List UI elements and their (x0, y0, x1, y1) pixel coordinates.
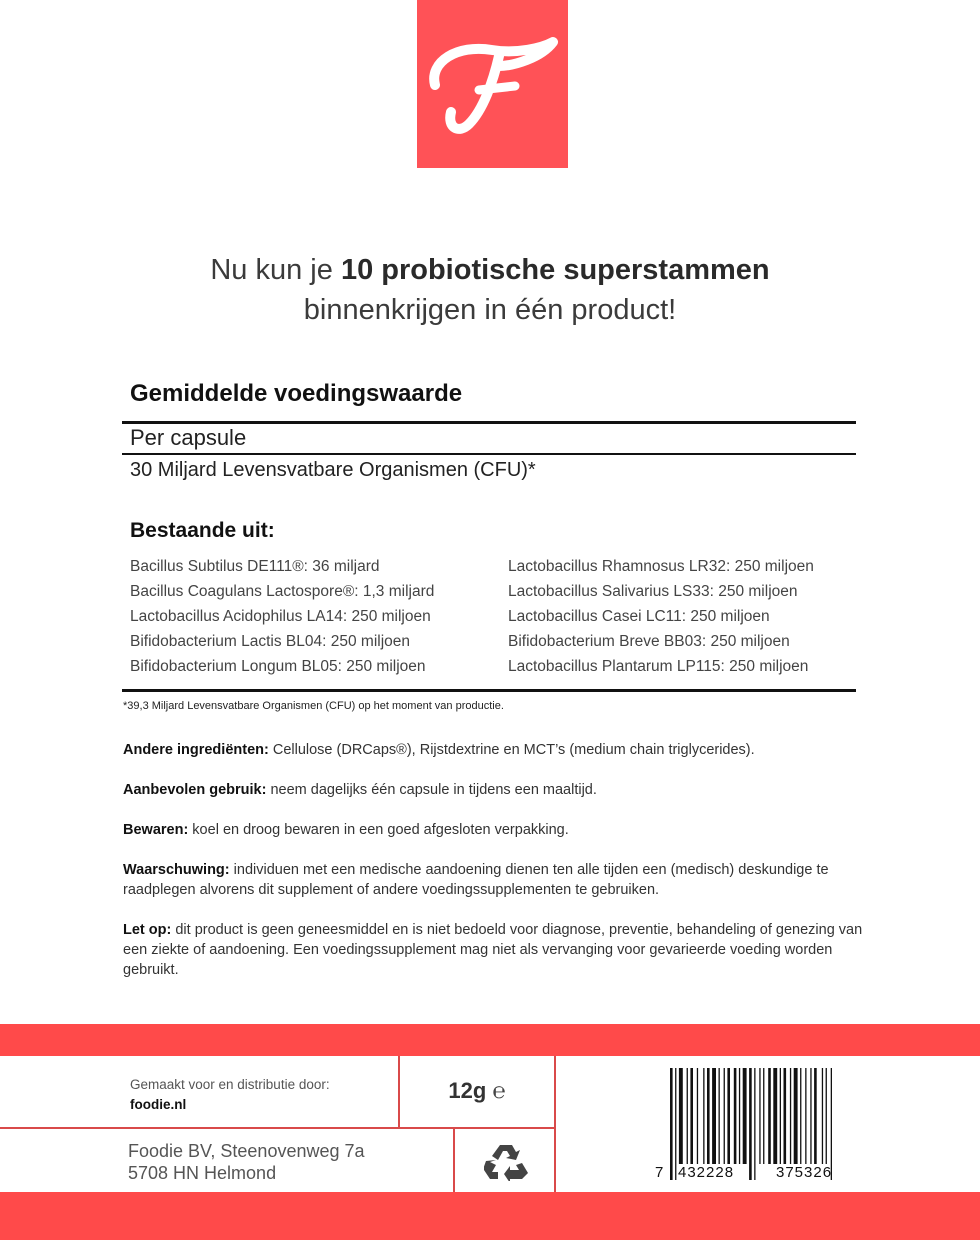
warning-text: individuen met een medische aandoening dienen ten alle tijden een (medisch) deskundige te raadplegen alvorens dit supplement of andere voedingssupplementen te gebruiken. (123, 862, 829, 898)
barcode-bar (712, 1068, 716, 1164)
weight-value: 12g (448, 1078, 487, 1103)
note-paragraph (123, 920, 863, 980)
ingredients-paragraph (123, 740, 868, 760)
barcode-bar (749, 1068, 752, 1180)
barcode-bar (734, 1068, 737, 1164)
divider (122, 421, 856, 424)
warning-paragraph (123, 860, 843, 900)
recycle-icon (484, 1143, 528, 1186)
barcode-bar (810, 1068, 811, 1164)
distributor (130, 1075, 330, 1115)
barcode-bar (826, 1068, 827, 1164)
brand-logo (417, 0, 568, 168)
barcode-bar (670, 1068, 673, 1180)
barcode-bar (719, 1068, 720, 1164)
barcode-digit-first: 7 (655, 1164, 664, 1181)
warning-label: Waarschuwing: (123, 862, 230, 878)
storage-text: koel en droog bewaren in een goed afgesloten verpakking. (188, 822, 569, 838)
list-item: Bacillus Coagulans Lactospore®: 1,3 miljard (130, 583, 435, 600)
nutrition-title: Gemiddelde voedingswaarde (130, 380, 463, 407)
usage-text: neem dagelijks één capsule in tijdens een maaltijd. (266, 782, 597, 798)
composition-right-column (508, 557, 814, 682)
footnote: *39,3 Miljard Levensvatbare Organismen (CFU) op het moment van productie. (123, 700, 504, 712)
barcode-bar (805, 1068, 806, 1164)
barcode-bar (724, 1068, 725, 1164)
list-item: Bifidobacterium Lactis BL04: 250 miljoen (130, 633, 411, 650)
cfu-amount: 30 Miljard Levensvatbare Organismen (CFU)* (130, 459, 536, 481)
storage-paragraph (123, 820, 868, 840)
logo-f-icon (417, 0, 568, 168)
made-for-label: Gemaakt voor en distributie door: (130, 1077, 330, 1092)
estimated-sign-icon: ℮ (492, 1078, 506, 1103)
barcode-bar (780, 1068, 781, 1164)
barcode-bar (754, 1068, 755, 1180)
note-label: Let op: (123, 922, 172, 938)
barcode-bar (739, 1068, 740, 1164)
barcode-bar (727, 1068, 730, 1164)
list-item: Bacillus Subtilus DE111®: 36 miljard (130, 558, 380, 575)
divider (122, 453, 856, 455)
barcode-bar (675, 1068, 676, 1180)
list-item: Lactobacillus Rhamnosus LR32: 250 miljoen (508, 558, 814, 575)
company-line: Foodie BV, Steenovenweg 7a (128, 1141, 365, 1161)
barcode-bar (697, 1068, 698, 1164)
barcode-bar (800, 1068, 801, 1164)
divider (453, 1128, 455, 1192)
barcode-bar (703, 1068, 704, 1164)
composition-title: Bestaande uit: (130, 519, 275, 542)
per-capsule: Per capsule (130, 425, 247, 450)
storage-label: Bewaren: (123, 822, 189, 838)
usage-label: Aanbevolen gebruik: (123, 782, 267, 798)
divider (554, 1056, 556, 1192)
barcode-bar (679, 1068, 683, 1164)
footer-band-bottom (0, 1192, 980, 1240)
note-text: dit product is geen geneesmiddel en is niet bedoeld voor diagnose, preventie, behandeling of genezing van een ziekte of aandoening. Een voedingssupplement mag niet als vervanging voor gevarieerde voeding worden gebruikt. (123, 922, 863, 978)
divider (0, 1127, 556, 1129)
barcode-digits-right: 375326 (776, 1164, 833, 1181)
barcode-bar (794, 1068, 798, 1164)
headline-line2: binnenkrijgen in één product! (303, 294, 677, 326)
postal-line: 5708 HN Helmond (128, 1163, 277, 1183)
barcode-bar (690, 1068, 693, 1164)
list-item: Bifidobacterium Breve BB03: 250 miljoen (508, 633, 790, 650)
composition-left-column (130, 557, 434, 682)
list-item: Lactobacillus Acidophilus LA14: 250 miljoen (130, 608, 431, 625)
divider (122, 689, 856, 692)
barcode-digits-left: 432228 (678, 1164, 735, 1181)
barcode-bar (707, 1068, 710, 1164)
headline (0, 250, 980, 330)
barcode-bar (687, 1068, 688, 1164)
barcode-bar (790, 1068, 791, 1164)
list-item: Lactobacillus Salivarius LS33: 250 miljoen (508, 583, 798, 600)
barcode-bar (784, 1068, 787, 1164)
barcode-bar (773, 1068, 777, 1164)
list-item: Bifidobacterium Longum BL05: 250 miljoen (130, 658, 426, 675)
list-item: Lactobacillus Plantarum LP115: 250 miljoen (508, 658, 809, 675)
barcode-bar (822, 1068, 823, 1164)
barcode-bar (768, 1068, 771, 1164)
website: foodie.nl (130, 1097, 187, 1112)
ingredients-text: Cellulose (DRCaps®), Rijstdextrine en MCT’s (medium chain triglycerides). (268, 742, 755, 758)
headline-bold: 10 probiotische superstammen (340, 254, 770, 286)
headline-prefix: Nu kun je (210, 254, 341, 286)
net-weight (398, 1078, 556, 1104)
usage-paragraph (123, 780, 868, 800)
ingredients-label: Andere ingrediënten: (123, 742, 269, 758)
barcode-bar (743, 1068, 747, 1164)
barcode-bar (759, 1068, 760, 1164)
barcode-bar (814, 1068, 817, 1164)
barcode-bar (763, 1068, 764, 1164)
list-item: Lactobacillus Casei LC11: 250 miljoen (508, 608, 770, 625)
footer-band-top (0, 1024, 980, 1056)
company-address (128, 1140, 365, 1184)
